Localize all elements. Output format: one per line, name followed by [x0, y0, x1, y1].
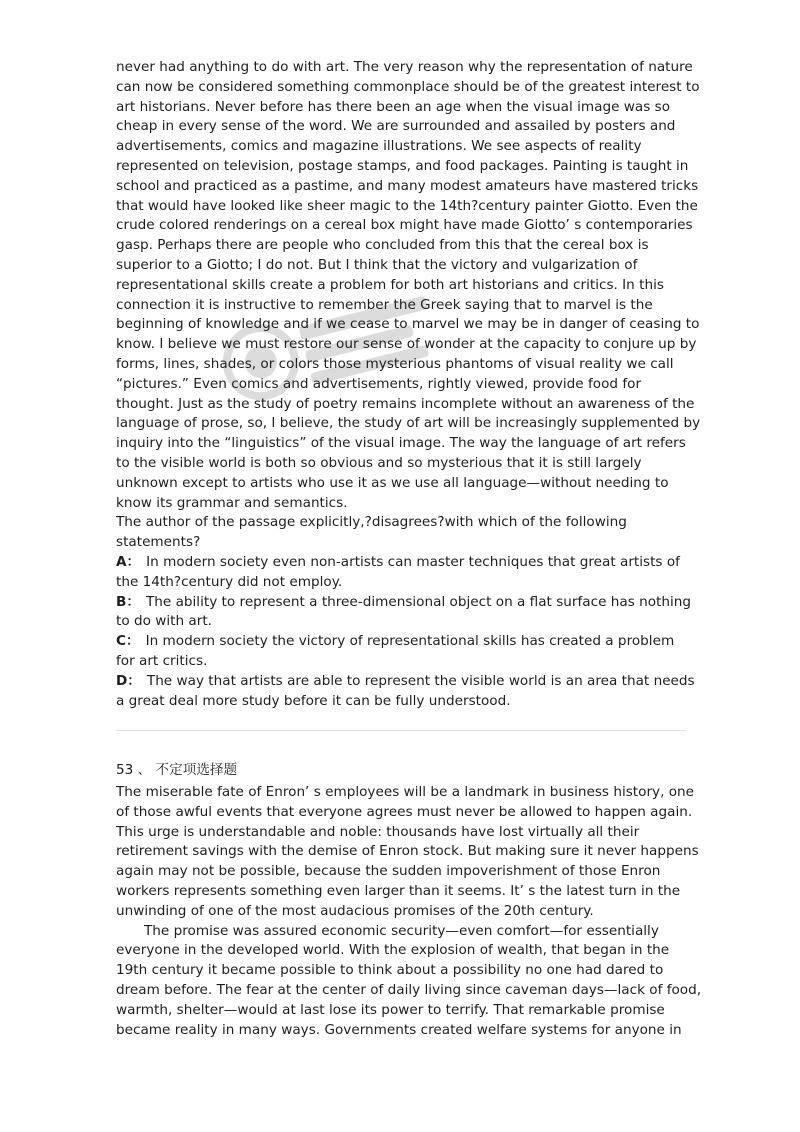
passage-line: gasp. Perhaps there are people who concluded from this that the cereal box is [116, 237, 649, 254]
passage-line: forms, lines, shades, or colors those mysterious phantoms of visual reality we call [116, 355, 674, 372]
option-text: The ability to represent a three-dimensional object on a flat surface has nothing [145, 593, 692, 610]
option-c[interactable] [116, 632, 686, 672]
passage-line: art historians. Never before has there been an age when the visual image was so [116, 98, 671, 115]
option-label: D： [116, 672, 141, 689]
option-text: In modern society the victory of representational skills has created a problem [145, 633, 675, 650]
passage-line: The miserable fate of Enron’ s employees will be a landmark in business history, one [116, 784, 695, 801]
passage-line: retirement savings with the demise of Enron stock. But making sure it never happens [116, 843, 699, 860]
section-divider [116, 730, 686, 731]
passage-line: language of prose, so, I believe, the study of art will be increasingly supplemented by [116, 415, 701, 432]
passage-line: superior to a Giotto; I do not. But I think that the victory and vulgarization of [116, 256, 638, 273]
passage-line: school and practiced as a pastime, and many modest amateurs have mastered tricks [116, 177, 699, 194]
option-label: C： [116, 633, 140, 650]
passage-line: again may not be possible, because the sudden impoverishment of those Enron [116, 863, 661, 880]
passage-line: became reality in many ways. Governments created welfare systems for anyone in [116, 1021, 682, 1038]
passage-line: “pictures.” Even comics and advertisements, rightly viewed, provide food for [116, 375, 642, 392]
passage-line: of those awful events that everyone agrees must never be allowed to happen again. [116, 803, 693, 820]
question-53-para-1 [116, 783, 699, 922]
passage [116, 58, 701, 513]
question-line: statements? [116, 534, 201, 551]
passage-line: cheap in every sense of the word. We are surrounded and assailed by posters and [116, 118, 676, 135]
question-53-header: 53 、 不定项选择题 [116, 762, 238, 779]
passage-line: know. I believe we must restore our sense of wonder at the capacity to conjure up by [116, 336, 697, 353]
option-text: The way that artists are able to represent the visible world is an area that needs [146, 672, 695, 689]
passage-line: warmth, shelter—would at last lose its power to terrify. That remarkable promise [116, 1001, 665, 1018]
passage-line: The promise was assured economic security—even comfort—for essentially [144, 922, 659, 939]
passage-line: can now be considered something commonplace should be of the greatest interest to [116, 78, 700, 95]
passage-line: dream before. The fear at the center of daily living since caveman days—lack of food, [116, 982, 702, 999]
passage-line: workers represents something even larger than it seems. It’ s the latest turn in the [116, 883, 681, 900]
option-text: In modern society even non-artists can master techniques that great artists of [146, 553, 680, 570]
passage-line: unknown except to artists who use it as we use all language—without needing to [116, 474, 669, 491]
option-label: B： [116, 593, 140, 610]
passage-line: everyone in the developed world. With the explosion of wealth, that began in the [116, 942, 670, 959]
question-line: The author of the passage explicitly,?disagrees?with which of the following [116, 514, 627, 531]
option-text: to do with art. [116, 613, 212, 630]
passage-line: inquiry into the “linguistics” of the visual image. The way the language of art refers [116, 435, 686, 452]
passage-line: advertisements, comics and magazine illustrations. We see aspects of reality [116, 138, 642, 155]
passage-line: 19th century it became possible to think about a possibility no one had dared to [116, 962, 664, 979]
option-label: A： [116, 553, 141, 570]
document-page [116, 58, 702, 1040]
question-53-para-2 [116, 922, 702, 1041]
passage-line: connection it is instructive to remember the Greek saying that to marvel is the [116, 296, 653, 313]
option-text: a great deal more study before it can be fully understood. [116, 692, 511, 709]
passage-line: never had anything to do with art. The very reason why the representation of nature [116, 59, 693, 75]
option-text: for art critics. [116, 652, 208, 669]
passage-line: thought. Just as the study of poetry remains incomplete without an awareness of the [116, 395, 695, 412]
question-stem [116, 513, 686, 553]
passage-line: that would have looked like sheer magic to the 14th?century painter Giotto. Even the [116, 197, 698, 214]
passage-line: This urge is understandable and noble: thousands have lost virtually all their [116, 823, 640, 840]
passage-line: representational skills create a problem for both art historians and critics. In this [116, 276, 664, 293]
passage-line: represented on television, postage stamps, and food packages. Painting is taught in [116, 157, 689, 174]
option-d[interactable] [116, 672, 695, 712]
option-b[interactable] [116, 593, 692, 633]
passage-line: crude colored renderings on a cereal box might have made Giotto’ s contemporaries [116, 217, 693, 234]
passage-line: unwinding of one of the most audacious promises of the 20th century. [116, 902, 594, 919]
passage-line: to the visible world is both so obvious and so mysterious that it is still largely [116, 454, 642, 471]
option-a[interactable] [116, 553, 686, 593]
passage-line: beginning of knowledge and if we cease to marvel we may be in danger of ceasing to [116, 316, 700, 333]
passage-line: know its grammar and semantics. [116, 494, 348, 511]
option-text: the 14th?century did not employ. [116, 573, 343, 590]
